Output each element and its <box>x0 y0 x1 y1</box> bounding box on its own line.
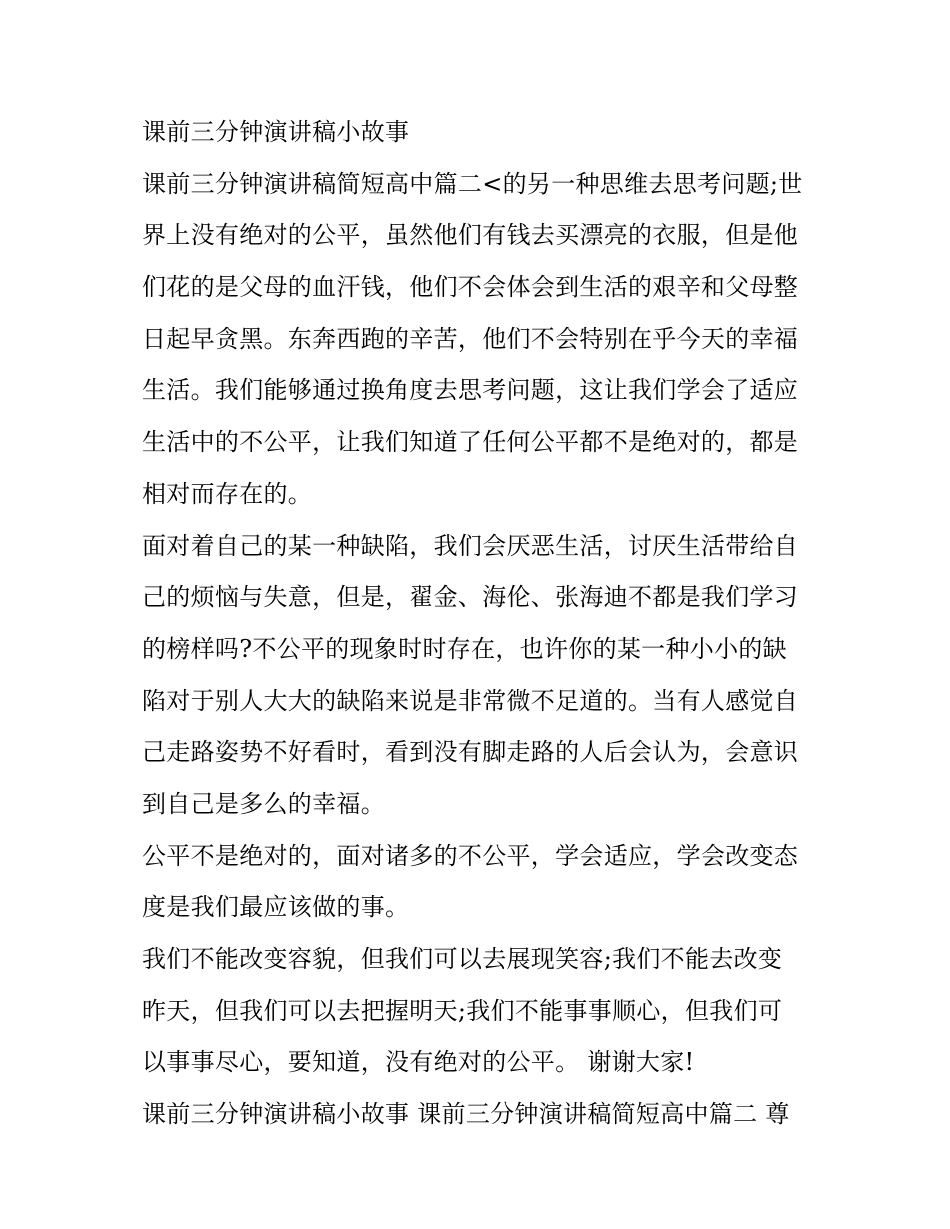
text-line: 度是我们最应该做的事。 <box>142 893 410 922</box>
text-line: 生活。我们能够通过换角度去思考问题，这让我们学会了适应 <box>142 376 799 405</box>
text-line: 以事事尽心，要知道，没有绝对的公平。 谢谢大家! <box>142 1048 695 1077</box>
text-line: 陷对于别人大大的缺陷来说是非常微不足道的。当有人感觉自 <box>142 686 799 715</box>
text-line: 的榜样吗?不公平的现象时时存在，也许你的某一种小小的缺 <box>142 634 787 663</box>
text-line: 昨天，但我们可以去把握明天;我们不能事事顺心，但我们可 <box>142 996 783 1025</box>
document-body <box>142 107 832 1141</box>
text-line: 们花的是父母的血汗钱，他们不会体会到生活的艰辛和父母整 <box>142 273 799 302</box>
document-title: 课前三分钟演讲稿小故事 <box>142 118 410 146</box>
text-line: 到自己是多么的幸福。 <box>142 789 385 818</box>
text-line: 己的烦恼与失意，但是，翟金、海伦、张海迪不都是我们学习 <box>142 583 799 612</box>
text-line: 面对着自己的某一种缺陷，我们会厌恶生活，讨厌生活带给自 <box>142 531 799 560</box>
text-line: 己走路姿势不好看时，看到没有脚走路的人后会认为，会意识 <box>142 738 799 767</box>
text-line: 课前三分钟演讲稿简短高中篇二<的另一种思维去思考问题;世 <box>142 169 803 198</box>
text-line: 相对而存在的。 <box>142 479 313 508</box>
text-line: 日起早贪黑。东奔西跑的辛苦，他们不会特别在乎今天的幸福 <box>142 324 799 353</box>
text-line: 界上没有绝对的公平，虽然他们有钱去买漂亮的衣服，但是他 <box>142 221 799 250</box>
text-line: 生活中的不公平，让我们知道了任何公平都不是绝对的，都是 <box>142 428 799 457</box>
text-line: 我们不能改变容貌，但我们可以去展现笑容;我们不能去改变 <box>142 945 783 973</box>
text-line: 课前三分钟演讲稿小故事 课前三分钟演讲稿简短高中篇二 尊 <box>142 1100 790 1129</box>
text-line: 公平不是绝对的，面对诸多的不公平，学会适应，学会改变态 <box>142 841 799 870</box>
